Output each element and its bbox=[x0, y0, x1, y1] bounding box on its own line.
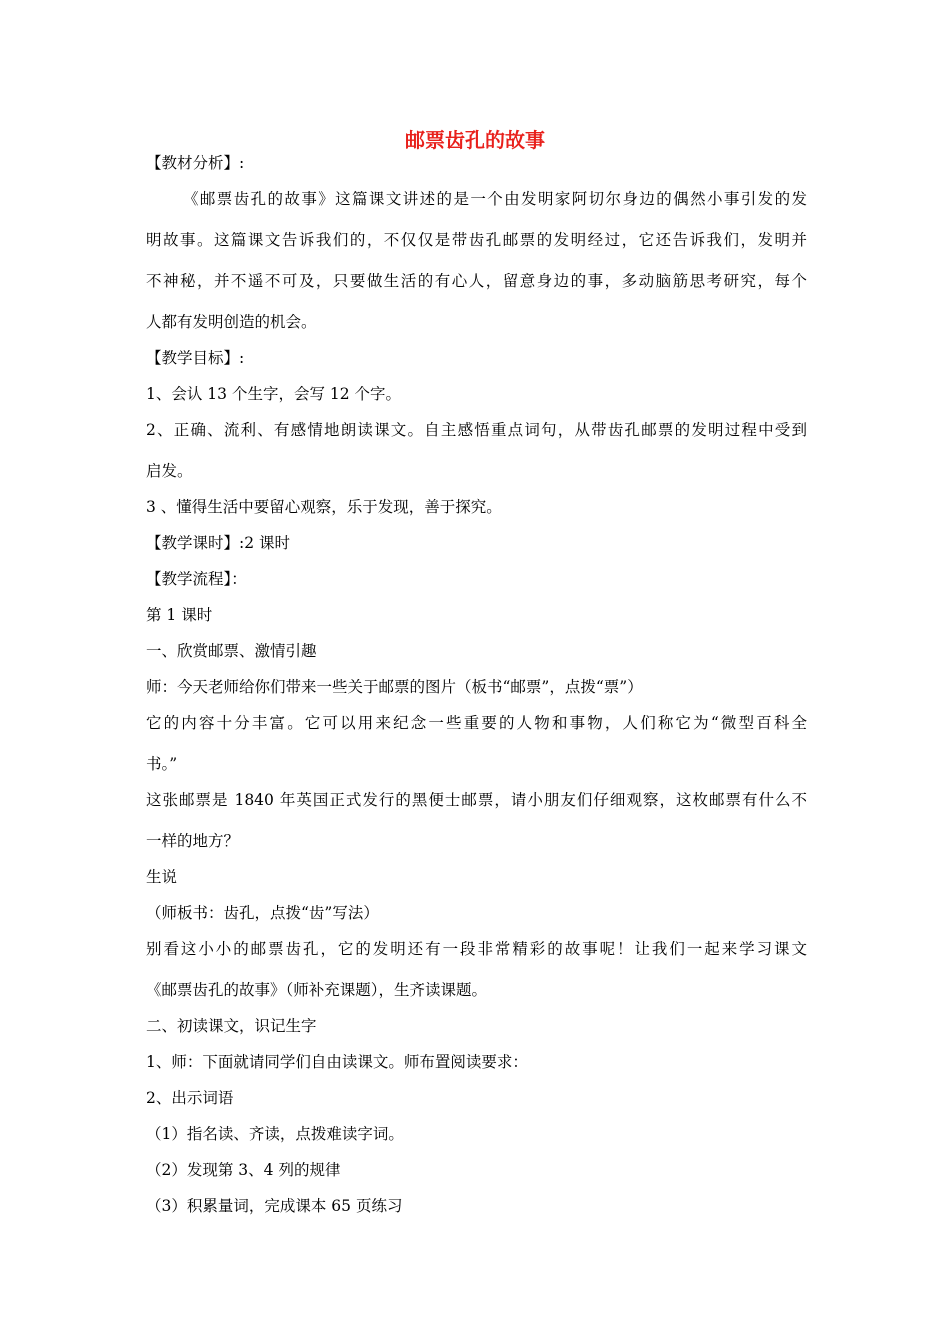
paragraph-line: 2、出示词语 bbox=[146, 1089, 234, 1107]
sub-item: （2）发现第 3、4 列的规律 bbox=[146, 1161, 341, 1179]
sub-item: （1）指名读、齐读，点拨难读字词。 bbox=[146, 1125, 404, 1143]
paragraph-line: 书。” bbox=[146, 755, 178, 773]
paragraph-line: 师：今天老师给你们带来一些关于邮票的图片（板书“邮票”，点拨“票”） bbox=[146, 678, 643, 696]
goal-item: 2、正确、流利、有感情地朗读课文。自主感悟重点词句，从带齿孔邮票的发明过程中受到 bbox=[146, 421, 807, 439]
paragraph-line: （师板书：齿孔，点拨“齿”写法） bbox=[146, 904, 379, 922]
paragraph-line: 生说 bbox=[146, 868, 178, 886]
paragraph-line: 它的内容十分丰富。它可以用来纪念一些重要的人物和事物，人们称它为“微型百科全 bbox=[146, 714, 807, 732]
paragraph-line: 明故事。这篇课文告诉我们的，不仅仅是带齿孔邮票的发明经过，它还告诉我们，发明并 bbox=[146, 231, 807, 249]
paragraph-line: 一样的地方？ bbox=[146, 832, 240, 850]
goal-item: 1、会认 13 个生字，会写 12 个字。 bbox=[146, 385, 402, 403]
step-heading: 一、欣赏邮票、激情引趣 bbox=[146, 642, 317, 660]
lesson-heading: 第 1 课时 bbox=[146, 606, 213, 624]
paragraph-line: 不神秘，并不遥不可及，只要做生活的有心人，留意身边的事，多动脑筋思考研究，每个 bbox=[146, 272, 807, 290]
sub-item: （3）积累量词，完成课本 65 页练习 bbox=[146, 1197, 403, 1215]
paragraph-line: 《邮票齿孔的故事》（师补充课题），生齐读课题。 bbox=[146, 981, 488, 999]
step-heading: 二、初读课文，识记生字 bbox=[146, 1017, 317, 1035]
paragraph-line: 《邮票齿孔的故事》这篇课文讲述的是一个由发明家阿切尔身边的偶然小事引发的发 bbox=[183, 190, 807, 208]
paragraph-line: 别看这小小的邮票齿孔，它的发明还有一段非常精彩的故事呢！让我们一起来学习课文 bbox=[146, 940, 807, 958]
paragraph-line: 人都有发明创造的机会。 bbox=[146, 313, 317, 331]
section-heading-textbook-analysis: 【教材分析】: bbox=[146, 154, 245, 172]
paragraph-line: 这张邮票是 1840 年英国正式发行的黑便士邮票，请小朋友们仔细观察，这枚邮票有什么不 bbox=[146, 791, 807, 809]
section-heading-class-hours: 【教学课时】:2 课时 bbox=[146, 534, 291, 552]
goal-item: 3 、懂得生活中要留心观察，乐于发现，善于探究。 bbox=[146, 498, 502, 516]
paragraph-line: 1、师：下面就请同学们自由读课文。师布置阅读要求： bbox=[146, 1053, 528, 1071]
document-title: 邮票齿孔的故事 bbox=[405, 128, 545, 152]
goal-item-continued: 启发。 bbox=[146, 462, 193, 480]
section-heading-teaching-process: 【教学流程】： bbox=[146, 570, 247, 588]
section-heading-teaching-goals: 【教学目标】: bbox=[146, 349, 245, 367]
